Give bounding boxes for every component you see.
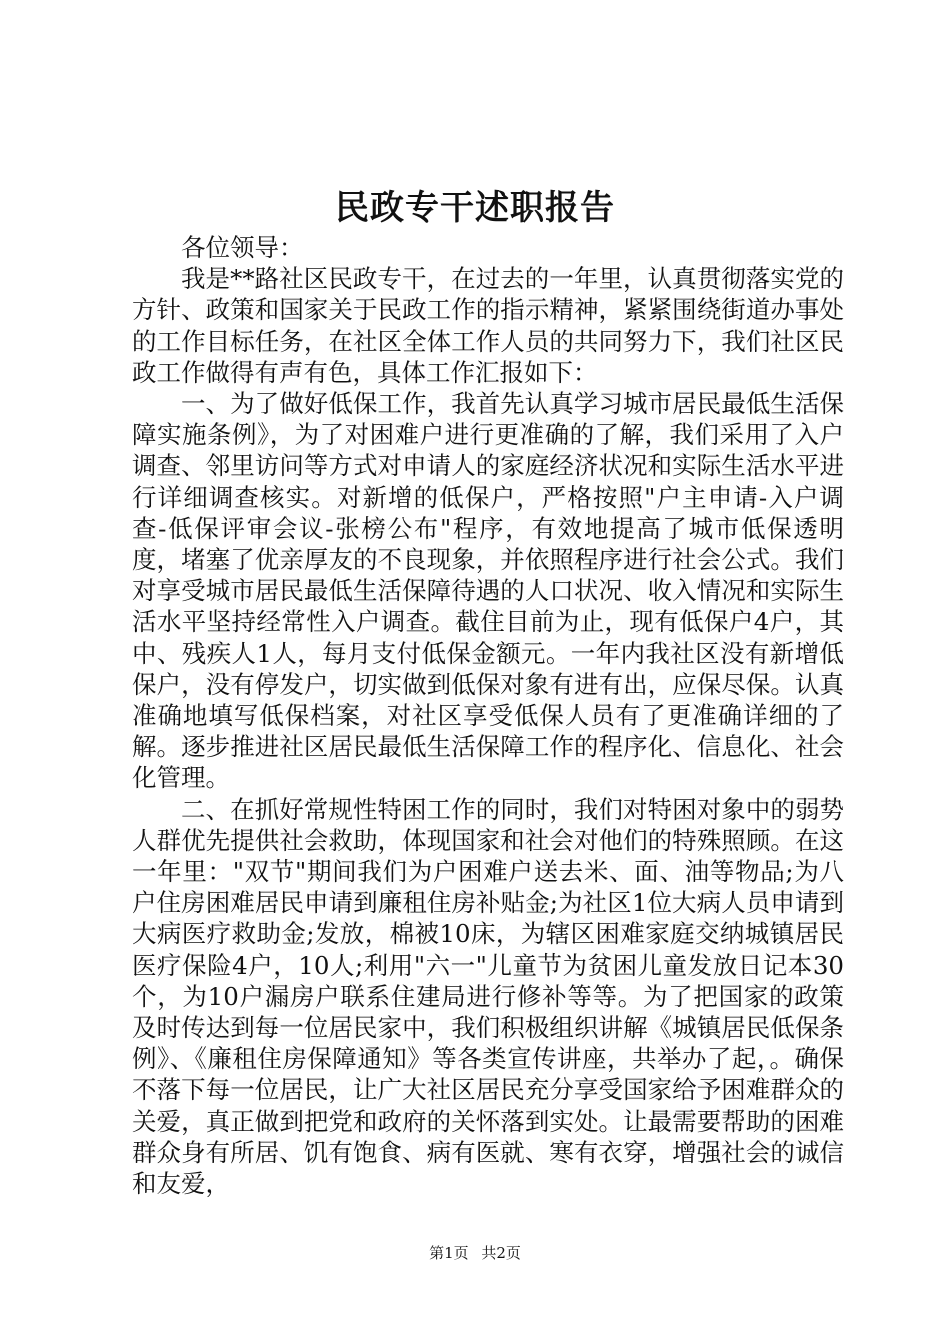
document-body <box>132 232 844 1199</box>
page-number: 第1页 <box>429 1244 469 1262</box>
paragraph-section-2: 二、在抓好常规性特困工作的同时，我们对特困对象中的弱势人群优先提供社会救助，体现国家和社会对他们的特殊照顾。在这一年里："双节"期间我们为户困难户送去米、面、油等物品;为八户住房困难居民申请到廉租住房补贴金;为社区1位大病人员申请到大病医疗救助金;发放，棉被10床，为辖区困难家庭交纳城镇居民医疗保险4户，10人;利用"六一"儿童节为贫困儿童发放日记本30个，为10户漏房户联系住建局进行修补等等。为了把国家的政策及时传达到每一位居民家中，我们积极组织讲解《城镇居民低保条例》、《廉租住房保障通知》等各类宣传讲座，共举办了起，。确保不落下每一位居民，让广大社区居民充分享受国家给予困难群众的关爱，真正做到把党和政府的关怀落到实处。让最需要帮助的困难群众身有所居、饥有饱食、病有医就、寒有衣穿，增强社会的诚信和友爱， <box>132 794 844 1199</box>
document-title: 民政专干述职报告 <box>335 188 615 228</box>
page-footer <box>0 1243 950 1263</box>
greeting-line: 各位领导： <box>181 233 304 262</box>
paragraph-section-1: 一、为了做好低保工作，我首先认真学习城市居民最低生活保障实施条例》，为了对困难户进行更准确的了解，我们采用了入户调查、邻里访问等方式对申请人的家庭经济状况和实际生活水平进行详细调查核实。对新增的低保户，严格按照"户主申请-入户调查-低保评审会议-张榜公布"程序，有效地提高了城市低保透明度，堵塞了优亲厚友的不良现象，并依照程序进行社会公式。我们对享受城市居民最低生活保障待遇的人口状况、收入情况和实际生活水平坚持经常性入户调查。截住目前为止，现有低保户4户，其中、残疾人1人，每月支付低保金额元。一年内我社区没有新增低保户，没有停发户，切实做到低保对象有进有出，应保尽保。认真准确地填写低保档案，对社区享受低保人员有了更准确详细的了解。逐步推进社区居民最低生活保障工作的程序化、信息化、社会化管理。 <box>132 389 844 793</box>
page-total: 共2页 <box>481 1244 521 1262</box>
paragraph-intro: 我是**路社区民政专干，在过去的一年里，认真贯彻落实党的方针、政策和国家关于民政工作的指示精神，紧紧围绕街道办事处的工作目标任务，在社区全体工作人员的共同努力下，我们社区民政工作做得有声有色，具体工作汇报如下： <box>132 264 844 387</box>
